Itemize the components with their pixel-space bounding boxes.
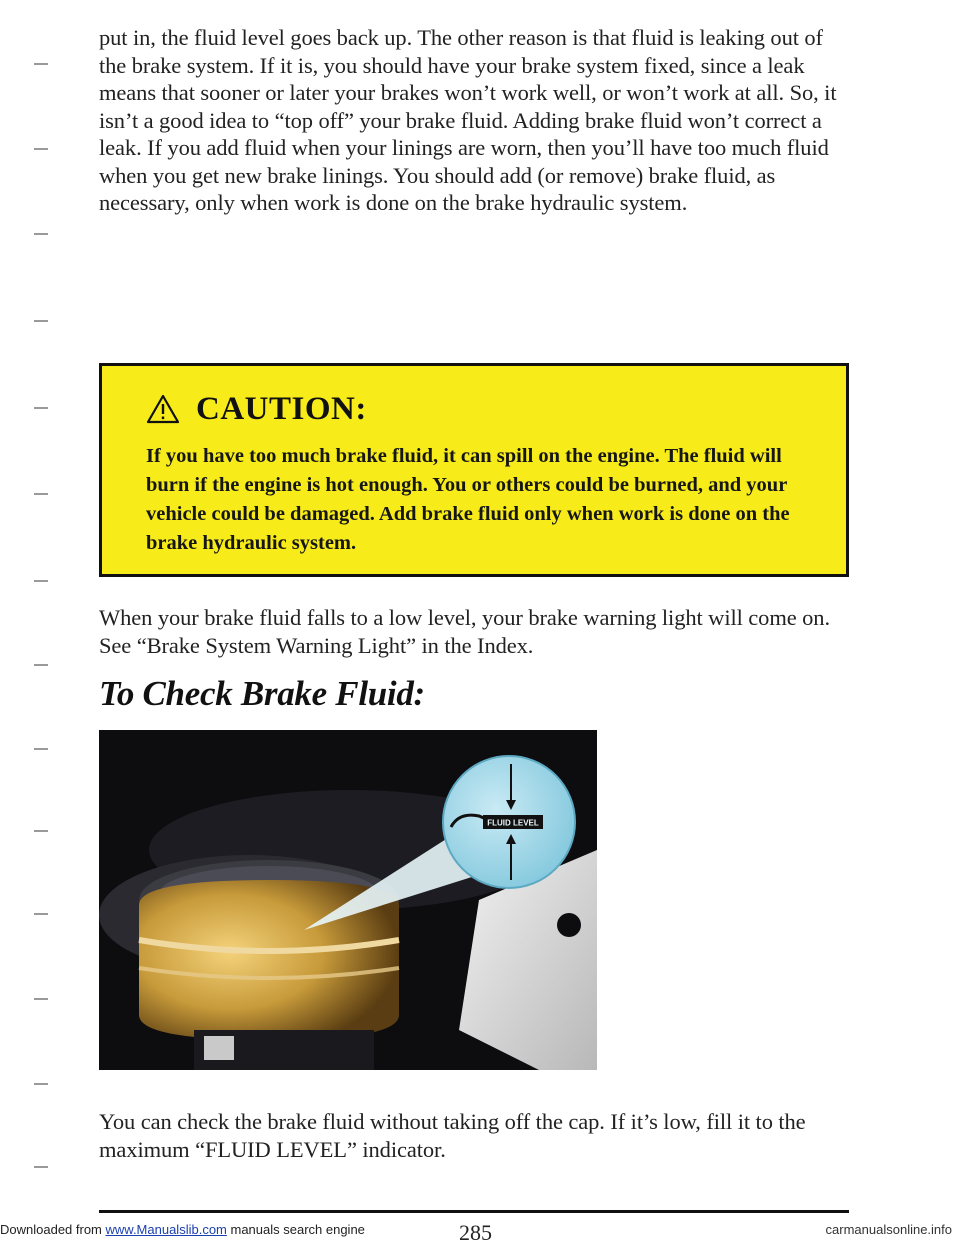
caution-title: CAUTION: [196, 390, 367, 427]
footer-rule [99, 1210, 849, 1213]
download-source-note [0, 1222, 365, 1237]
brake-fluid-leak-paragraph: put in, the fluid level goes back up. The other reason is that fluid is leaking out of the brake system. If it is, you should have your brake system fixed, since a leak means that sooner or later your brakes won’t work well, or won’t work at all. So, it isn’t a good idea to “top off” your brake fluid. Adding brake fluid won’t correct a leak. If you add fluid when your linings are worn, then you’ll have too much fluid when you get new brake linings. You should add (or remove) brake fluid, as necessary, only when work is done on the brake hydraulic system. [99, 25, 837, 215]
warning-light-paragraph: When your brake fluid falls to a low level, your brake warning light will come on. See “Brake System Warning Light” in the Index. [99, 605, 830, 658]
caution-box [99, 363, 849, 577]
manualslib-link[interactable]: www.Manualslib.com [105, 1222, 227, 1237]
brake-fluid-reservoir-photo [99, 730, 597, 1070]
page-number: 285 [459, 1220, 492, 1245]
source-prefix: Downloaded from [0, 1222, 106, 1237]
watermark-text: carmanualsonline.info [825, 1222, 952, 1237]
margin-tick-marks [34, 0, 54, 1200]
caution-text: If you have too much brake fluid, it can spill on the engine. The fluid will burn if the engine is hot enough. You or others could be burned, and your vehicle could be damaged. Add brake fluid only when work is done on the brake hydraulic system. [146, 445, 790, 554]
source-suffix: manuals search engine [226, 1222, 365, 1237]
warning-triangle-icon [146, 394, 180, 424]
section-heading: To Check Brake Fluid: [99, 674, 425, 713]
check-brake-fluid-paragraph: You can check the brake fluid without taking off the cap. If it’s low, fill it to the maximum “FLUID LEVEL” indicator. [99, 1109, 806, 1162]
reservoir-illustration [99, 730, 597, 1070]
fluid-level-inset-label: FLUID LEVEL [487, 818, 539, 828]
caution-heading [146, 384, 367, 434]
